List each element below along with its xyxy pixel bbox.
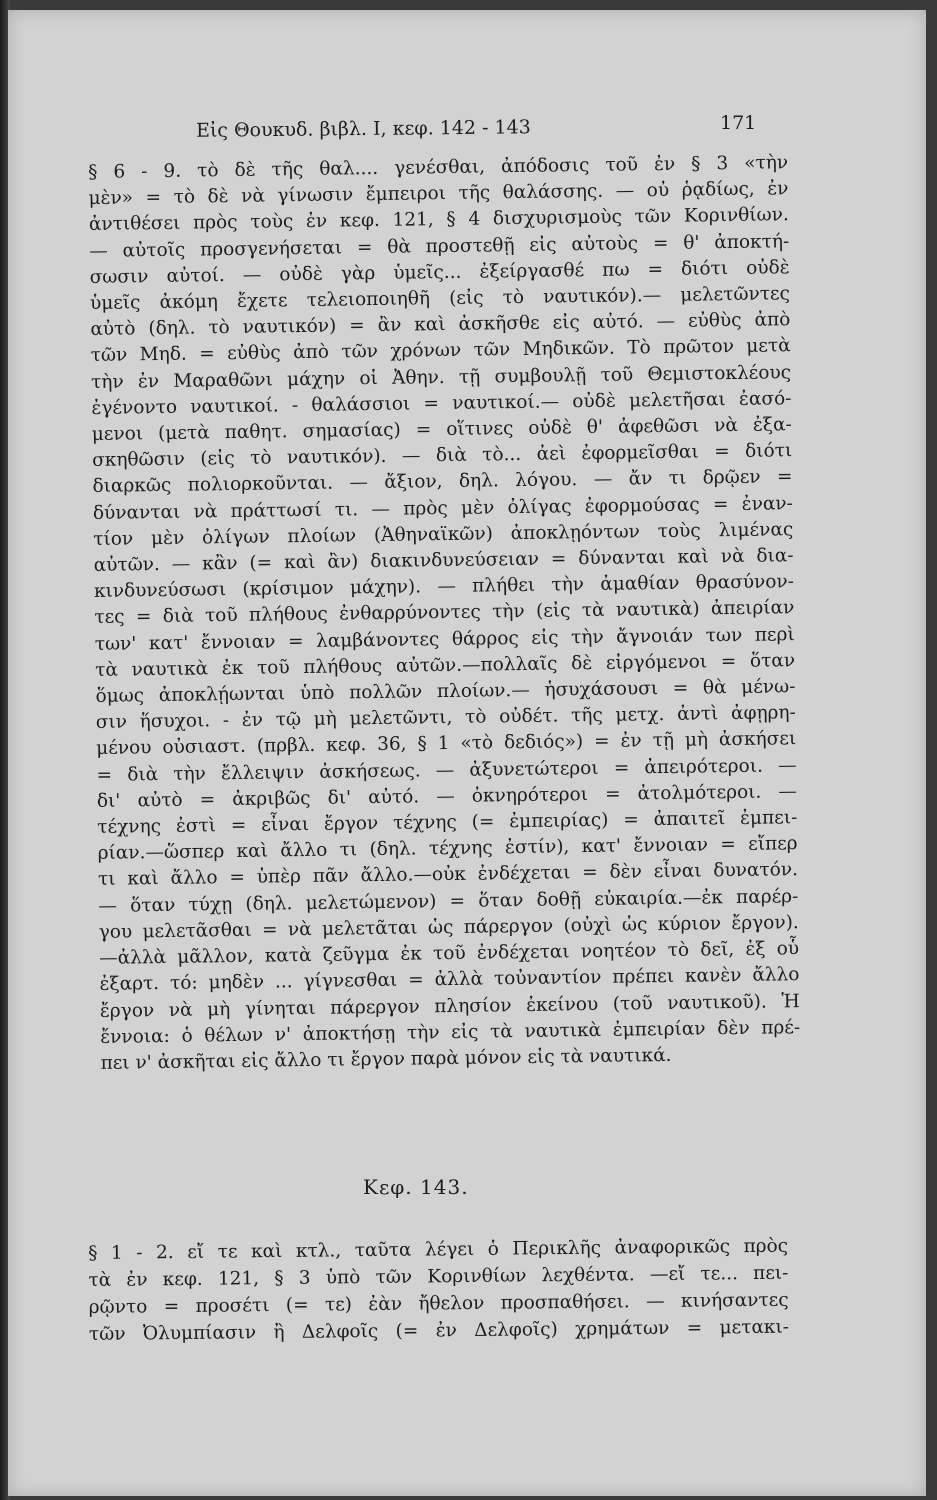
text-line: μὲν» = τὸ δὲ νὰ γίνωσιν ἔμπειροι τῆς θαλάσσης. — οὐ ῥᾳδίως, ἐν [88, 178, 789, 210]
text-line: — αὐτοῖς προσγενήσεται = θὰ προστεθῇ εἰς αὐτοὺς = θ' ἀποκτή- [89, 230, 790, 262]
text-line: ἔργον νὰ μὴ γίνηται πάρεργον πλησίον ἐκείνου (τοῦ ναυτικοῦ). Ἡ [99, 990, 800, 1022]
text-line: πει ν' ἀσκῆται εἰς ἄλλο τι ἔργον παρὰ μόνον εἰς τὰ ναυτικά. [100, 1044, 672, 1074]
text-line: ὑμεῖς ἀκόμη ἔχετε τελειοποιηθῆ (εἰς τὸ ναυτικόν).— μελετῶντες [89, 283, 791, 315]
text-line: δύνανται νὰ πράττωσί τι. — πρὸς μὲν ὀλίγας ἐφορμούσας = ἐναν- [92, 492, 794, 524]
text-line: τέχνης ἐστὶ = εἶναι ἔργον τέχνης (= ἐμπειρίας) = ἀπαιτεῖ ἐμπει- [97, 807, 798, 839]
text-line: κινδυνεύσωσι (κρίσιμον μάχην). — πλήθει τὴν ἀμαθίαν θρασύνον- [93, 571, 795, 603]
commentary-text [88, 150, 801, 1077]
page-number: 171 [720, 112, 757, 134]
chapter-heading: Κεφ. 143. [363, 1175, 469, 1199]
text-line: τες = διὰ τοῦ πλήθους ἐνθαρρύνοντες τὴν (εἰς τὰ ναυτικὰ) ἀπειρίαν [94, 597, 795, 629]
text-line: σιν ἥσυχοι. - ἐν τῷ μὴ μελετῶντι, τὸ οὐδέτ. τῆς μετχ. ἀντὶ ἀφῃρη- [95, 702, 796, 734]
text-line: ὅμως ἀποκλῄωνται ὑπὸ πολλῶν πλοίων.— ἡσυχάσουσι = θὰ μένω- [95, 676, 796, 708]
text-line: μενοι (μετὰ παθητ. σημασίας) = οἵτινες οὐδὲ θ' ἀφεθῶσι νὰ ἐξα- [91, 414, 792, 446]
text-line: τῶν Ὀλυμπίασιν ἢ Δελφοῖς (= ἐν Δελφοῖς) χρημάτων = μετακι- [88, 1316, 790, 1345]
text-line: ἀντιθέσει πρὸς τοὺς ἐν κεφ. 121, § 4 δισχυρισμοὺς τῶν Κορινθίων. [88, 204, 789, 236]
text-line: ρῷντο = προσέτι (= τε) ἐὰν ἤθελον προσπαθήσει. — κινήσαντες [88, 1289, 789, 1318]
text-line: τῶν Μηδ. = εὐθὺς ἀπὸ τῶν χρόνων τῶν Μηδικῶν. Τὸ πρῶτον μετὰ [90, 335, 791, 367]
book-page [8, 10, 926, 1496]
chapter-text [88, 1233, 789, 1348]
text-line: τίον μὲν ὀλίγων πλοίων (Ἀθηναϊκῶν) ἀποκλῃόντων τοὺς λιμένας [93, 519, 794, 550]
running-head: Εἰς Θουκυδ. βιβλ. Ι, κεφ. 142 - 143 [195, 116, 531, 142]
text-line: αὐτῶν. — κἂν (= καὶ ἂν) διακινδυνεύσειαν = δύνανται καὶ νὰ δια- [93, 545, 794, 577]
text-line: ἔννοια: ὁ θέλων ν' ἀποκτήσῃ τὴν εἰς τὰ ναυτικὰ ἐμπειρίαν δὲν πρέ- [100, 1016, 801, 1048]
text-line: σωσιν αὐτοί. — οὐδὲ γὰρ ὑμεῖς... ἐξείργασθέ πω = διότι οὐδὲ [89, 257, 790, 288]
text-line: —ἀλλὰ μᾶλλον, κατὰ ζεῦγμα ἐκ τοῦ ἐνδέχεται νοητέον τὸ δεῖ, ἐξ οὗ [99, 938, 800, 970]
text-line: μένου οὐσιαστ. (πρβλ. κεφ. 36, § 1 «τὸ δεδιός») = ἐν τῇ μὴ ἀσκήσει [96, 728, 797, 760]
text-line: = διὰ τὴν ἔλλειψιν ἀσκήσεως. — ἀξυνετώτεροι = ἀπειρότεροι. — [96, 754, 797, 786]
text-line: ἐξαρτ. τό: μηδὲν ... γίγνεσθαι = ἀλλὰ τοὐναντίον πρέπει κανὲν ἄλλο [99, 964, 800, 996]
text-line: § 6 - 9. τὸ δὲ τῆς θαλ.... γενέσθαι, ἀπόδοσις τοῦ ἐν § 3 «τὴν [88, 152, 789, 183]
text-line: τὰ ἐν κεφ. 121, § 3 ὑπὸ τῶν Κορινθίων λεχθέντα. —εἴ τε... πει- [88, 1262, 789, 1291]
text-line: αὐτὸ (δηλ. τὸ ναυτικόν) = ἂν καὶ ἀσκῆσθε εἰς αὐτό. — εὐθὺς ἀπὸ [90, 309, 791, 341]
text-line: διαρκῶς πολιορκοῦνται. — ἄξιον, δηλ. λόγου. — ἄν τι δρῷεν = [92, 466, 793, 498]
text-line: ρίαν.—ὥσπερ καὶ ἄλλο τι (δηλ. τέχνης ἐστίν), κατ' ἔννοιαν = εἴπερ [97, 833, 798, 865]
text-line: δι' αὐτὸ = ἀκριβῶς δι' αὐτό. — ὀκνηρότεροι = ἀτολμότεροι. — [96, 781, 798, 812]
text-line: τι καὶ ἄλλο = ὑπὲρ πᾶν ἄλλο.—οὐκ ἐνδέχεται = δὲν εἶναι δυνατόν. [97, 859, 799, 891]
text-line: σκηθῶσιν (εἰς τὸ ναυτικόν). — διὰ τὸ... ἀεὶ ἐφορμεῖσθαι = διότι [92, 440, 793, 472]
text-line: — ὅταν τύχῃ (δηλ. μελετώμενον) = ὅταν δοθῇ εὐκαιρία.—ἐκ παρέρ- [98, 885, 799, 917]
text-line: ἐγένοντο ναυτικοί. - θαλάσσιοι = ναυτικοί.— οὐδὲ μελετῆσαι ἐασό- [91, 388, 792, 419]
text-line: τὴν ἐν Μαραθῶνι μάχην οἱ Ἀθην. τῇ συμβουλῇ τοῦ Θεμιστοκλέους [90, 361, 792, 393]
page-header [8, 112, 926, 148]
text-line: § 1 - 2. εἴ τε καὶ κτλ., ταῦτα λέγει ὁ Περικλῆς ἀναφορικῶς πρὸς [88, 1235, 789, 1264]
text-line: των' κατ' ἔννοιαν = λαμβάνοντες θάρρος εἰς τὴν ἄγνοιάν των περὶ [94, 623, 795, 655]
text-line: τὰ ναυτικὰ ἐκ τοῦ πλήθους αὐτῶν.—πολλαῖς δὲ εἰργόμενοι = ὅταν [94, 650, 796, 681]
text-line: γου μελετᾶσθαι = νὰ μελετᾶται ὡς πάρεργον (οὐχὶ ὡς κύριον ἔργον). [98, 912, 799, 943]
